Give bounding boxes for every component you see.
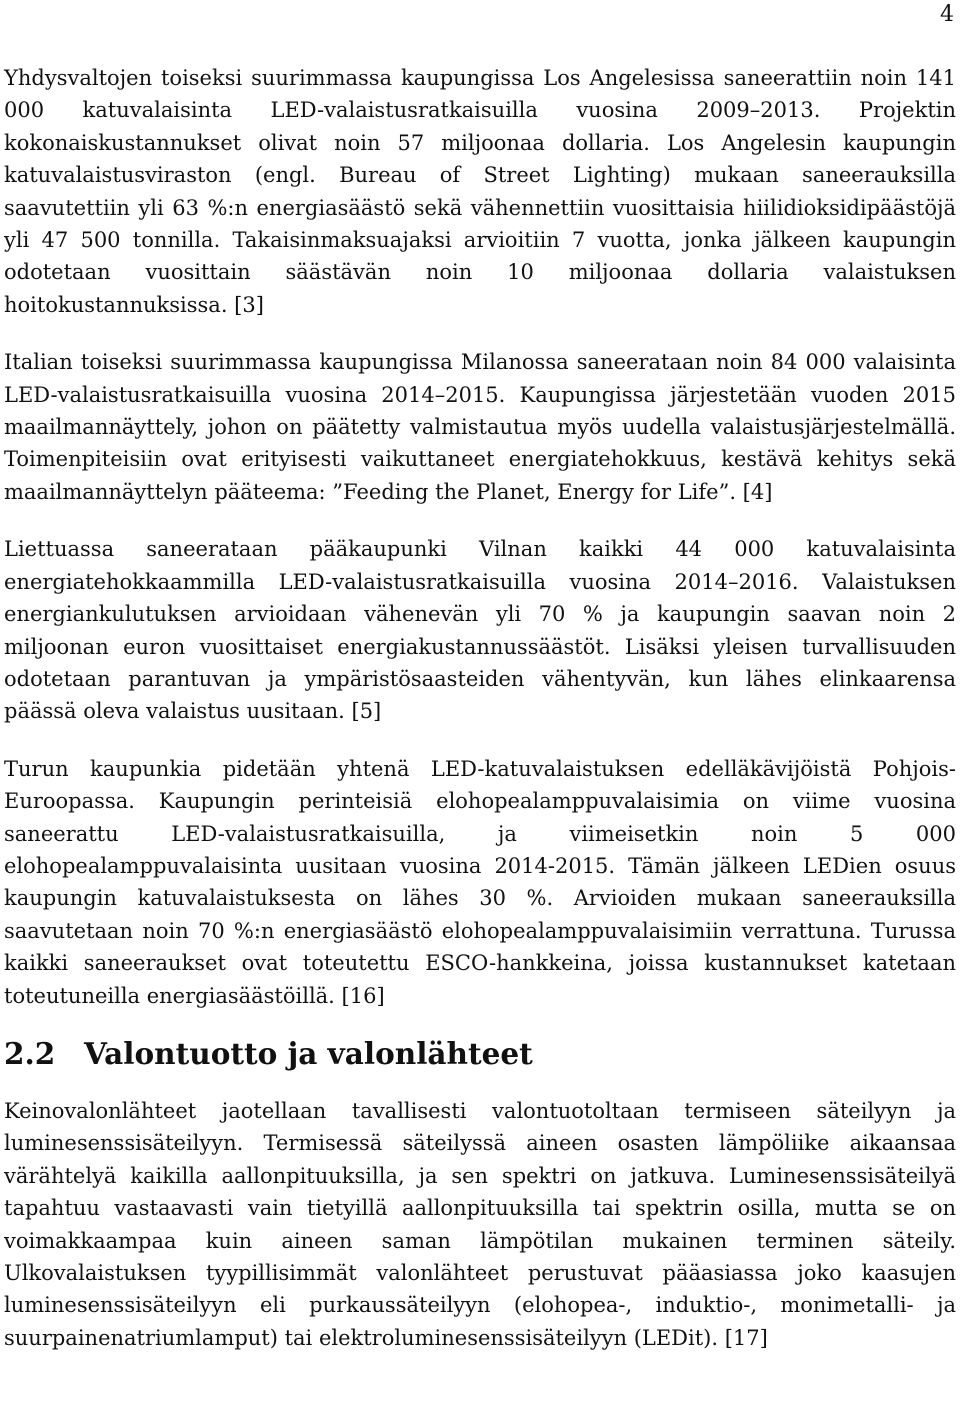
section-heading [4,1034,956,1074]
document-body [4,62,956,1354]
page-number: 4 [940,2,954,27]
paragraph-valonlahteet: Keinovalonlähteet jaotellaan tavallisesti valontuotoltaan termiseen säteilyyn ja luminesenssisäteilyyn. Termisessä säteilyssä aineen osasten lämpöliike aikaansaa värähtelyä kaikilla aallonpituuksilla, ja sen spektri on jatkuva. Luminesenssisäteilyä tapahtuu vastaavasti vain tietyillä aallonpituuksilla tai spektrin osilla, mutta se on voimakkaampaa kuin aineen saman lämpötilan mukainen terminen säteily. Ulkovalaistuksen tyypillisimmät valonlähteet perustuvat pääasiassa joko kaasujen luminesenssisäteilyyn eli purkaussäteilyyn (elohopea-, induktio-, monimetalli- ja suurpainenatriumlamput) tai elektroluminesenssisäteilyyn (LEDit). [17] [4,1098,956,1350]
paragraph-los-angeles: Yhdysvaltojen toiseksi suurimmassa kaupungissa Los Angelesissa saneerattiin noin 141 000 katuvalaisinta LED-valaistusratkaisuilla vuosina 2009–2013. Projektin kokonaiskustannukset olivat noin 57 miljoonaa dollaria. Los Angelesin kaupungin katuvalaistusviraston (engl. Bureau of Street Lighting) mukaan saneerauksilla saavutettiin yli 63 %:n energiasäästö sekä vähennettiin vuosittaisia hiilidioksidipäästöjä yli 47 500 tonnilla. Takaisinmaksuajaksi arvioitiin 7 vuotta, jonka jälkeen kaupungin odotetaan vuosittain säästävän noin 10 miljoonaa dollaria valaistuksen hoitokustannuksissa. [3] [4,66,956,317]
paragraph-milano: Italian toiseksi suurimmassa kaupungissa Milanossa saneerataan noin 84 000 valaisinta LED-valaistusratkaisuilla vuosina 2014–2015. Kaupungissa järjestetään vuoden 2015 maailmannäyttely, johon on päätetty valmistautua myös uudella valaistusjärjestelmällä. Toimenpiteisiin ovat erityisesti vaikuttaneet energiatehokkuus, kestävä kehitys sekä maailmannäyttelyn pääteema: ”Feeding the Planet, Energy for Life”. [4] [4,350,956,504]
section-title: Valontuotto ja valonlähteet [84,1035,533,1071]
section-number: 2.2 [4,1035,56,1071]
paragraph-vilna: Liettuassa saneerataan pääkaupunki Vilnan kaikki 44 000 katuvalaisinta energiatehokkaammilla LED-valaistusratkaisuilla vuosina 2014–2016. Valaistuksen energiankulutuksen arvioidaan vähenevän yli 70 % ja kaupungin saavan noin 2 miljoonan euron vuosittaiset energiakustannussäästöt. Lisäksi yleisen turvallisuuden odotetaan parantuvan ja ympäristösaasteiden vähentyvän, kun lähes elinkaarensa päässä oleva valaistus uusitaan. [5] [4,537,956,724]
paragraph-turku: Turun kaupunkia pidetään yhtenä LED-katuvalaistuksen edelläkävijöistä Pohjois-Euroopassa. Kaupungin perinteisiä elohopealamppuvalaisimia on viime vuosina saneerattu LED-valaistusratkaisuilla, ja viimeisetkin noin 5 000 elohopealamppuvalaisinta uusitaan vuosina 2014-2015. Tämän jälkeen LEDien osuus kaupungin katuvalaistuksesta on lähes 30 %. Arvioiden mukaan saneerauksilla saavutetaan noin 70 %:n energiasäästö elohopealamppuvalaisimiin verrattuna. Turussa kaikki saneeraukset ovat toteutettu ESCO-hankkeina, joissa kustannukset katetaan toteutuneilla energiasäästöillä. [16] [4,756,956,1008]
